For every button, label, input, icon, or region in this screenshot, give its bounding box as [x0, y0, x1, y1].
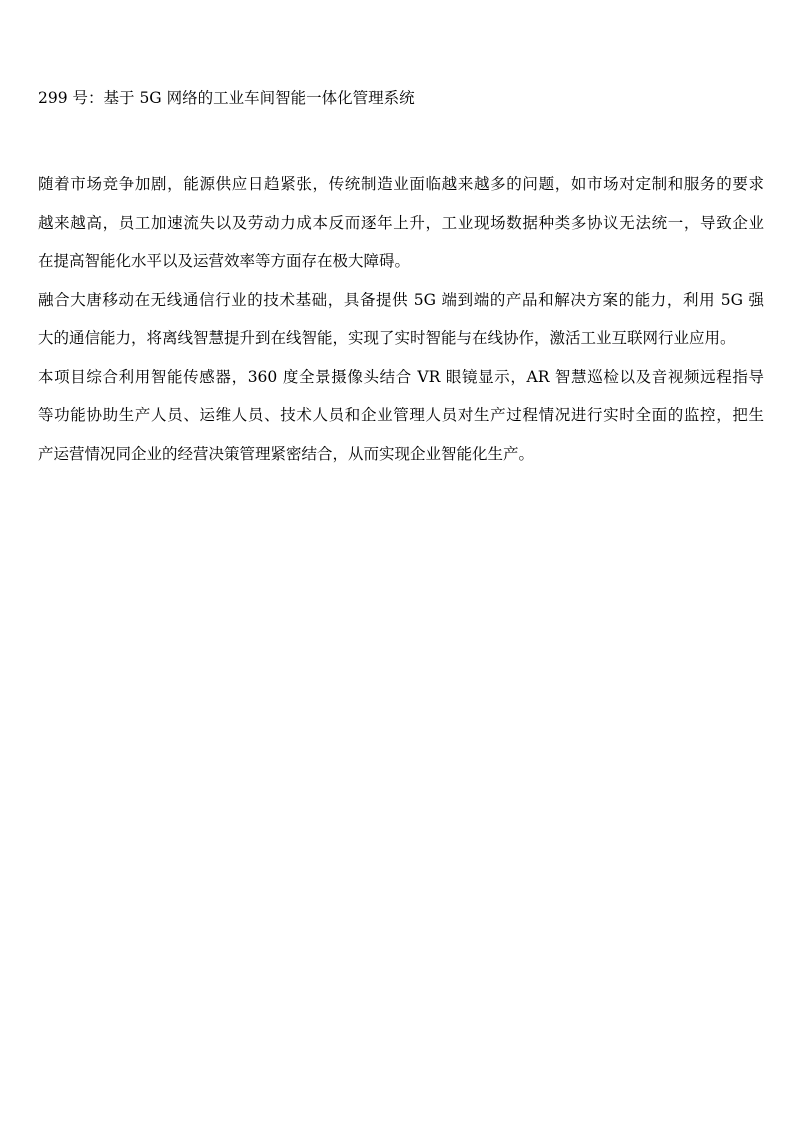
text-line: 产运营情况同企业的经营决策管理紧密结合，从而实现企业智能化生产。	[38, 444, 535, 463]
paragraph-5g-capability	[38, 281, 764, 358]
document-body	[38, 165, 764, 473]
paragraph-project-overview	[38, 358, 764, 474]
paragraph-market-challenges	[38, 165, 764, 281]
document-title: 299 号：基于 5G 网络的工业车间智能一体化管理系统	[38, 89, 415, 107]
text-line: 在提高智能化水平以及运营效率等方面存在极大障碍。	[38, 252, 411, 270]
text-line: 随着市场竞争加剧，能源供应日趋紧张，传统制造业面临越来越多的问题，如市场对定制和服务的要求	[38, 175, 764, 193]
text-line: 融合大唐移动在无线通信行业的技术基础，具备提供 5G 端到端的产品和解决方案的能力，利用 5G 强	[38, 290, 764, 309]
text-line: 大的通信能力，将离线智慧提升到在线智能，实现了实时智能与在线协作，激活工业互联网行业应用。	[38, 329, 736, 347]
text-line: 越来越高，员工加速流失以及劳动力成本反而逐年上升，工业现场数据种类多协议无法统一，导致企业	[38, 213, 764, 232]
text-line: 本项目综合利用智能传感器，360 度全景摄像头结合 VR 眼镜显示，AR 智慧巡检以及音视频远程指导	[38, 367, 764, 386]
text-line: 等功能协助生产人员、运维人员、技术人员和企业管理人员对生产过程情况进行实时全面的监控，把生	[38, 406, 764, 424]
